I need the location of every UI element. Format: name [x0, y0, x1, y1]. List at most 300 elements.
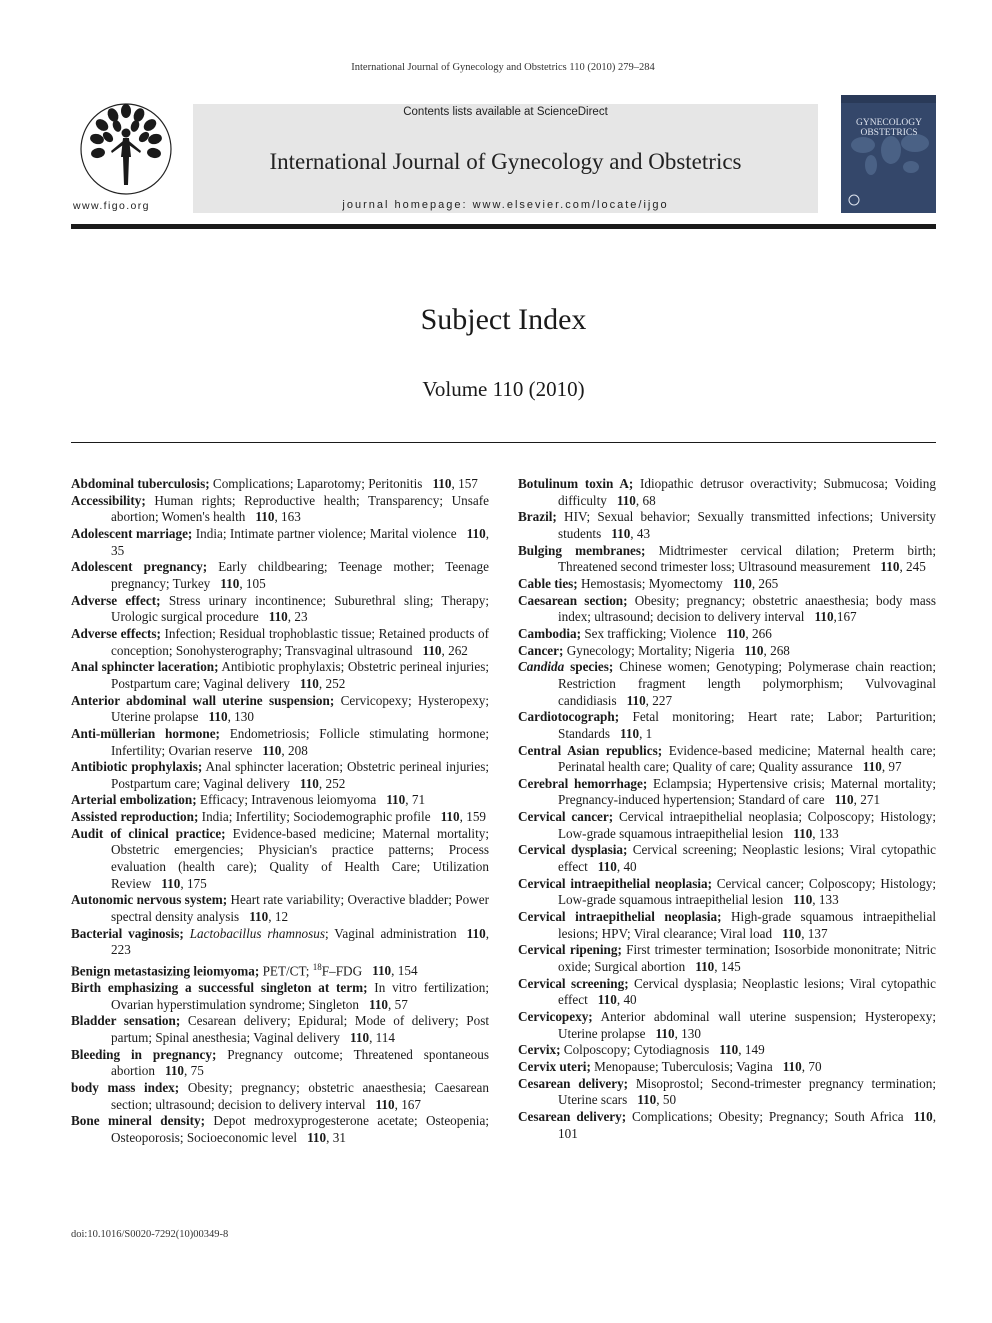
index-term [71, 926, 184, 941]
index-term-text: Cable ties; [518, 575, 578, 591]
index-entry [518, 576, 936, 593]
index-volume: 110 [611, 525, 631, 541]
index-volume: 110 [466, 525, 486, 541]
index-entry [71, 1113, 489, 1146]
index-entry [518, 643, 936, 660]
index-volume: 110 [719, 1042, 739, 1058]
index-subterms: Efficacy; Intravenous leiomyoma [196, 792, 377, 808]
index-entry [518, 543, 936, 576]
index-entry [518, 659, 936, 709]
index-volume: 110 [637, 1092, 657, 1108]
index-entry [71, 526, 489, 559]
index-term-text: Anti-müllerian hormone; [71, 725, 220, 741]
index-term-text: Audit of clinical practice; [71, 825, 226, 841]
index-term [71, 1080, 179, 1095]
index-page-ref[interactable] [646, 1026, 701, 1041]
index-term [518, 1109, 626, 1124]
index-entry [518, 909, 936, 942]
index-page: , 35 [111, 525, 489, 558]
index-subterms: High-grade squamous intraepithelial lesions; HPV; Viral clearance; Viral load [558, 909, 936, 941]
index-page: , 40 [616, 859, 637, 875]
index-page: , 40 [616, 992, 637, 1008]
index-subterms: Cervicopexy; Hysteropexy; Uterine prolapse [111, 692, 489, 725]
index-page: , 1 [639, 725, 653, 741]
index-page: , 31 [326, 1129, 346, 1145]
index-entry [71, 926, 489, 959]
cover-title-1: GYNECOLOGY [856, 118, 922, 128]
index-term [518, 576, 578, 591]
index-volume: 110 [307, 1129, 327, 1145]
index-entry [71, 826, 489, 893]
index-page: , 70 [801, 1058, 822, 1074]
index-page: , 145 [714, 959, 741, 975]
index-subterms: Cervical dysplasia; Neoplastic lesions; Viral cytopathic effect [558, 975, 936, 1008]
index-page-ref[interactable] [610, 726, 652, 741]
index-term-text: Cervical screening; [518, 975, 629, 991]
index-term-italic: Candida [518, 659, 565, 675]
index-term [518, 942, 622, 957]
index-term [518, 842, 627, 857]
index-page-ref[interactable] [588, 859, 637, 874]
index-subterms: HIV; Sexual behavior; Sexually transmitted infections; University students [556, 509, 936, 541]
index-term [518, 1059, 591, 1074]
volume-label: Volume 110 (2010) [422, 377, 585, 401]
index-page: , 167 [394, 1096, 421, 1112]
index-subterms: Eclampsia; Hypertensive crisis; Maternal mortality; Pregnancy-induced hypertension; Standard of care [558, 775, 937, 808]
index-page: , 105 [239, 575, 266, 591]
index-page-ref[interactable] [685, 959, 740, 974]
index-term-text: Cervical ripening; [518, 942, 622, 958]
index-page-ref[interactable] [422, 476, 477, 491]
index-term-text: Autonomic nervous system; [71, 892, 228, 908]
index-volume: 110 [620, 725, 640, 741]
figo-url[interactable]: www.figo.org [73, 200, 150, 212]
index-entry [518, 509, 936, 542]
index-entry [518, 842, 936, 875]
index-term [71, 593, 161, 608]
journal-cover-image [841, 95, 936, 213]
index-page-ref[interactable] [151, 876, 206, 891]
index-page-ref[interactable] [588, 992, 637, 1007]
index-page-ref[interactable] [290, 676, 345, 691]
index-entry [71, 892, 489, 925]
index-entry [71, 959, 489, 980]
index-subterms: Stress urinary incontinence; Suburethral sling; Therapy; Urologic surgical procedure [111, 592, 489, 625]
index-term [518, 876, 712, 891]
index-page-ref[interactable] [376, 792, 425, 807]
index-entry [71, 626, 489, 659]
index-page-ref[interactable] [359, 997, 408, 1012]
index-term [71, 1047, 216, 1062]
index-entry [71, 809, 489, 826]
index-page-ref[interactable] [245, 509, 300, 524]
index-subterms: Cervical cancer; Colposcopy; Histology; Low-grade squamous intraepithelial lesion [558, 875, 937, 908]
index-subterms: Pregnancy outcome; Threatened spontaneous abortion [111, 1046, 489, 1079]
index-volume: 110 [862, 759, 882, 775]
index-page-ref[interactable] [601, 526, 650, 541]
index-volume: 110 [782, 1058, 802, 1074]
index-entry [518, 743, 936, 776]
index-page-ref[interactable] [199, 709, 254, 724]
index-subterms: Chinese women; Genotyping; Polymerase chain reaction; Restriction fragment length polymorphism; Vulvovaginal candidiasis [558, 659, 936, 708]
index-page: , 23 [287, 609, 308, 625]
index-term-text: Bone mineral density; [71, 1113, 205, 1129]
index-subterms: Antibiotic prophylaxis; Obstetric perineal injuries; Postpartum care; Vaginal delivery [111, 659, 489, 691]
title-rule [71, 442, 936, 443]
index-page: , 130 [227, 709, 254, 725]
index-entry [518, 942, 936, 975]
index-entry [518, 1059, 936, 1076]
index-term-text: Bacterial vaginosis; [71, 925, 184, 941]
index-column-left [71, 476, 489, 1147]
contents-line: Contents lists available at ScienceDirect [403, 106, 608, 118]
index-term [71, 559, 207, 574]
index-term-text: Cervicopexy; [518, 1009, 593, 1024]
index-entry [518, 476, 936, 509]
index-subterms: Cervical screening; Neoplastic lesions; Viral cytopathic effect [558, 842, 936, 875]
index-entry [518, 1109, 936, 1142]
index-term [71, 526, 192, 541]
index-subterms: Obesity; pregnancy; obstetric anaesthesia; body mass index; ultrasound; decision to delivery interval [558, 592, 936, 625]
index-page: , 71 [405, 792, 426, 808]
index-page: , 130 [674, 1025, 701, 1041]
index-page-ref[interactable] [362, 963, 417, 978]
index-term-text: Adverse effects; [71, 625, 161, 641]
index-term [518, 709, 619, 724]
header-rule [71, 224, 936, 229]
index-entry [71, 1080, 489, 1113]
index-entry [518, 1042, 936, 1059]
index-entry [71, 792, 489, 809]
index-volume: 110 [422, 642, 442, 658]
index-page: , 252 [318, 675, 346, 691]
index-term [518, 809, 613, 824]
index-page-ref[interactable] [617, 693, 672, 708]
index-term-text: Cervical intraepithelial neoplasia; [518, 909, 722, 925]
index-page: , 57 [388, 996, 408, 1012]
index-entry [518, 809, 936, 842]
journal-header [71, 95, 936, 214]
index-term [71, 809, 198, 824]
index-volume: 110 [726, 625, 746, 641]
index-entry [518, 876, 936, 909]
index-volume: 110 [375, 1096, 395, 1112]
index-term [71, 892, 227, 907]
index-page: , 268 [763, 642, 790, 658]
journal-homepage[interactable]: journal homepage: www.elsevier.com/locate/ijgo [342, 199, 669, 211]
index-term [518, 626, 581, 641]
index-page-ref[interactable] [259, 609, 308, 624]
index-term [518, 509, 557, 524]
index-page-ref[interactable] [290, 776, 345, 791]
index-page: , 154 [391, 963, 418, 979]
index-page: , 149 [738, 1042, 765, 1058]
index-volume: 110 [834, 792, 854, 808]
figo-logo [71, 95, 191, 214]
index-page-ref[interactable] [709, 1042, 764, 1057]
index-entry [71, 726, 489, 759]
index-volume: 110 [880, 559, 900, 575]
index-page-ref[interactable] [412, 643, 467, 658]
index-term-text: Cardiotocograph; [518, 709, 620, 725]
index-term-text: Brazil; [518, 509, 557, 525]
index-term-text: Anterior abdominal wall uterine suspension; [71, 692, 335, 708]
index-subterms: Anterior abdominal wall uterine suspension; Hysteropexy; Uterine prolapse [558, 1009, 936, 1041]
index-term [518, 909, 722, 924]
index-page: , 252 [318, 775, 346, 791]
index-subterms: Obesity; pregnancy; obstetric anaesthesia; Caesarean section; ultrasound; decision to delivery interval [111, 1080, 489, 1112]
index-page: , 133 [812, 892, 839, 908]
index-page-ref[interactable] [431, 809, 486, 824]
index-term [71, 693, 334, 708]
index-term [71, 493, 146, 508]
index-column-right [518, 476, 936, 1142]
index-term [71, 659, 219, 674]
index-volume: 110 [368, 996, 389, 1012]
index-subterms: Endometriosis; Follicle stimulating hormone; Infertility; Ovarian reserve [111, 725, 489, 758]
index-page: , 157 [451, 476, 478, 491]
index-term-text: Adolescent pregnancy; [71, 559, 208, 575]
page-title: Subject Index [420, 303, 587, 336]
index-page: , 265 [751, 575, 779, 591]
index-term [518, 776, 647, 791]
index-text-italic: Lactobacillus rhamnosus [183, 925, 326, 941]
index-page: , 137 [801, 925, 828, 941]
index-term-text: Bulging membranes; [518, 542, 646, 558]
index-volume: 110 [744, 642, 764, 658]
index-page: , 271 [853, 792, 881, 808]
index-term-text: body mass index; [71, 1080, 180, 1096]
index-subterms: Evidence-based medicine; Maternal mortality; Obstetric emergencies; Physician's practice patterns; Process evaluation (health care); Quality of Health Care; Utilization Review [111, 825, 490, 891]
index-volume: 110 [372, 963, 392, 979]
index-entry [518, 709, 936, 742]
index-volume: 110 [732, 575, 752, 591]
index-page: , 163 [274, 509, 301, 525]
index-term-text: Cervical intraepithelial neoplasia; [518, 875, 713, 891]
index-subterms-cont: F–FDG [321, 963, 363, 979]
index-page-ref[interactable] [366, 1097, 421, 1112]
index-page: , 68 [635, 492, 656, 508]
index-term [518, 1042, 560, 1057]
journal-banner [193, 104, 818, 213]
index-volume: 110 [220, 575, 240, 591]
index-term [71, 963, 259, 978]
index-subterms: ; Vaginal administration [325, 925, 457, 941]
index-page-ref[interactable] [734, 643, 789, 658]
running-head: International Journal of Gynecology and Obstetrics 110 (2010) 279–284 [351, 62, 655, 73]
index-volume: 110 [350, 1030, 370, 1046]
index-page: , 262 [441, 642, 468, 658]
index-term [71, 726, 220, 741]
doi[interactable]: doi:10.1016/S0020-7292(10)00349-8 [71, 1229, 229, 1240]
index-term-text: Central Asian republics; [518, 742, 663, 758]
index-term-text: Accessibility; [71, 492, 146, 508]
index-entry [518, 1009, 936, 1042]
index-page-ref[interactable] [825, 792, 880, 807]
index-term-text: Caesarean section; [518, 592, 628, 608]
index-page-ref[interactable] [783, 826, 838, 841]
index-volume: 110 [466, 925, 486, 941]
index-page: , 50 [656, 1092, 677, 1108]
index-term-text: Bladder sensation; [71, 1013, 181, 1029]
index-term-text: Anal sphincter laceration; [71, 659, 219, 675]
index-page: , 75 [184, 1063, 204, 1079]
index-volume: 110 [913, 1108, 933, 1124]
index-entry [518, 1076, 936, 1109]
index-page-ref[interactable] [252, 743, 307, 758]
index-term-text: Cervical cancer; [518, 809, 614, 825]
index-volume: 110 [626, 692, 646, 708]
index-entry [71, 593, 489, 626]
index-term [71, 1113, 205, 1128]
index-subterms: Complications; Obesity; Pregnancy; South Africa [626, 1108, 904, 1124]
index-page: , 101 [558, 1108, 936, 1141]
index-subterms: Human rights; Reproductive health; Transparency; Unsafe abortion; Women's health [111, 492, 489, 525]
index-term-text: Adolescent marriage; [71, 525, 193, 541]
index-page: , 245 [899, 559, 926, 575]
index-page-ref[interactable] [723, 576, 778, 591]
index-page-ref[interactable] [783, 892, 838, 907]
index-volume: 110 [695, 959, 715, 975]
index-subterms: Heart rate variability; Overactive bladder; Power spectral density analysis [111, 892, 489, 925]
index-term [518, 659, 613, 674]
index-subterms: India; Infertility; Sociodemographic profile [198, 809, 431, 825]
index-term-text: Cervical dysplasia; [518, 842, 628, 858]
index-subterms: Colposcopy; Cytodiagnosis [560, 1042, 710, 1058]
index-term-text: Birth emphasizing a successful singleton at term; [71, 980, 368, 996]
index-page: , 12 [268, 909, 289, 925]
index-term [71, 626, 161, 641]
index-term-text: Cervix; [518, 1042, 561, 1058]
index-term [518, 543, 645, 558]
index-subterms: Evidence-based medicine; Maternal health care; Perinatal health care; Quality of care; Quality assurance [558, 742, 936, 775]
index-term [71, 792, 197, 807]
index-page: , 43 [630, 525, 651, 541]
index-term [518, 476, 633, 491]
index-term-text: Bleeding in pregnancy; [71, 1046, 217, 1062]
index-term [518, 643, 563, 658]
index-entry [518, 776, 936, 809]
index-term-text: Abdominal tuberculosis; [71, 476, 210, 491]
index-term-text: Cesarean delivery; [518, 1075, 629, 1091]
index-term [518, 1009, 593, 1024]
index-volume: 110 [299, 775, 319, 791]
index-entry [71, 1047, 489, 1080]
journal-name: International Journal of Gynecology and Obstetrics [269, 149, 742, 174]
index-page-ref[interactable] [772, 926, 827, 941]
index-page: , 114 [369, 1030, 395, 1046]
index-subterms: Cervical intraepithelial neoplasia; Colposcopy; Histology; Low-grade squamous intraepithelial lesion [558, 809, 936, 841]
index-page: , 133 [812, 825, 839, 841]
index-volume: 110 [793, 825, 813, 841]
index-term-text: Antibiotic prophylaxis; [71, 759, 203, 775]
index-volume: 110 [440, 809, 460, 825]
index-subterms: Idiopathic detrusor overactivity; Submucosa; Voiding difficulty [558, 476, 936, 508]
index-volume: 110 [782, 925, 802, 941]
index-subterms: First trimester termination; Isosorbide mononitrate; Nitric oxide; Surgical abortion [558, 942, 936, 975]
index-page-ref[interactable] [853, 759, 902, 774]
index-subterms: Fetal monitoring; Heart rate; Labor; Parturition; Standards [558, 709, 936, 741]
index-page: , 227 [645, 692, 673, 708]
index-subterms: Complications; Laparotomy; Peritonitis [209, 476, 423, 491]
index-page-ref[interactable] [870, 559, 925, 574]
index-term-text: Adverse effect; [71, 592, 161, 608]
index-page-ref[interactable] [627, 1092, 676, 1107]
cover-title-2: OBSTETRICS [860, 128, 918, 138]
index-term-text: Benign metastasizing leiomyoma; [71, 963, 260, 979]
index-term-text: Assisted reproduction; [71, 809, 199, 825]
index-term [71, 1013, 180, 1028]
index-page-ref[interactable] [804, 609, 856, 624]
index-page-ref[interactable] [155, 1063, 204, 1078]
index-volume: 110 [432, 476, 452, 491]
index-term [518, 1076, 628, 1091]
index-subterms: Gynecology; Mortality; Nigeria [563, 642, 735, 658]
index-page-ref[interactable] [607, 493, 656, 508]
index-term [71, 759, 202, 774]
index-entry [71, 693, 489, 726]
index-page-ref[interactable] [340, 1030, 395, 1045]
index-subterms: Hemostasis; Myomectomy [577, 575, 723, 591]
index-volume: 110 [249, 909, 269, 925]
index-page-ref[interactable] [297, 1130, 346, 1145]
index-page: , 175 [180, 875, 207, 891]
index-volume: 110 [655, 1025, 675, 1041]
index-page-ref[interactable] [239, 909, 288, 924]
index-volume: 110 [814, 609, 834, 625]
index-subterms: Menopause; Tuberculosis; Vagina [590, 1058, 773, 1074]
index-page: ,167 [833, 609, 857, 625]
index-entry [71, 759, 489, 792]
index-subterms: Anal sphincter laceration; Obstetric perineal injuries; Postpartum care; Vaginal delivery [111, 759, 489, 791]
index-volume: 110 [386, 792, 406, 808]
index-volume: 110 [597, 859, 617, 875]
index-volume: 110 [208, 709, 228, 725]
index-term-text: Cesarean delivery; [518, 1108, 627, 1124]
index-term-text: Cambodia; [518, 625, 582, 641]
index-term [518, 976, 629, 991]
index-volume: 110 [161, 875, 181, 891]
index-term [71, 476, 210, 491]
index-page-ref[interactable] [773, 1059, 822, 1074]
index-page-ref[interactable] [716, 626, 771, 641]
index-superscript: 18 [312, 962, 322, 973]
index-page: , 208 [281, 742, 308, 758]
index-page: , 266 [745, 625, 772, 641]
index-entry [518, 626, 936, 643]
index-subterms: Misoprostol; Second-trimester pregnancy termination; Uterine scars [558, 1075, 936, 1108]
index-entry [518, 976, 936, 1009]
index-term-text: species; [564, 659, 614, 675]
index-page: , 97 [881, 759, 902, 775]
index-volume: 110 [255, 509, 275, 525]
index-term-text: Botulinum toxin A; [518, 476, 634, 491]
index-subterms: Early childbearing; Teenage mother; Teenage pregnancy; Turkey [111, 559, 489, 591]
index-volume: 110 [616, 492, 636, 508]
index-entry [71, 559, 489, 592]
index-page-ref[interactable] [210, 576, 265, 591]
index-entry [71, 1013, 489, 1046]
index-entry [71, 980, 489, 1013]
index-volume: 110 [262, 742, 282, 758]
index-entry [518, 593, 936, 626]
index-subterms: Infection; Residual trophoblastic tissue; Retained products of conception; Sonohysterography; Transvaginal ultrasound [111, 625, 489, 658]
index-term-text: Cancer; [518, 642, 564, 658]
index-page: , 159 [459, 809, 486, 825]
index-volume: 110 [268, 609, 288, 625]
index-term-text: Cerebral hemorrhage; [518, 775, 648, 791]
index-term-text: Arterial embolization; [71, 792, 197, 808]
